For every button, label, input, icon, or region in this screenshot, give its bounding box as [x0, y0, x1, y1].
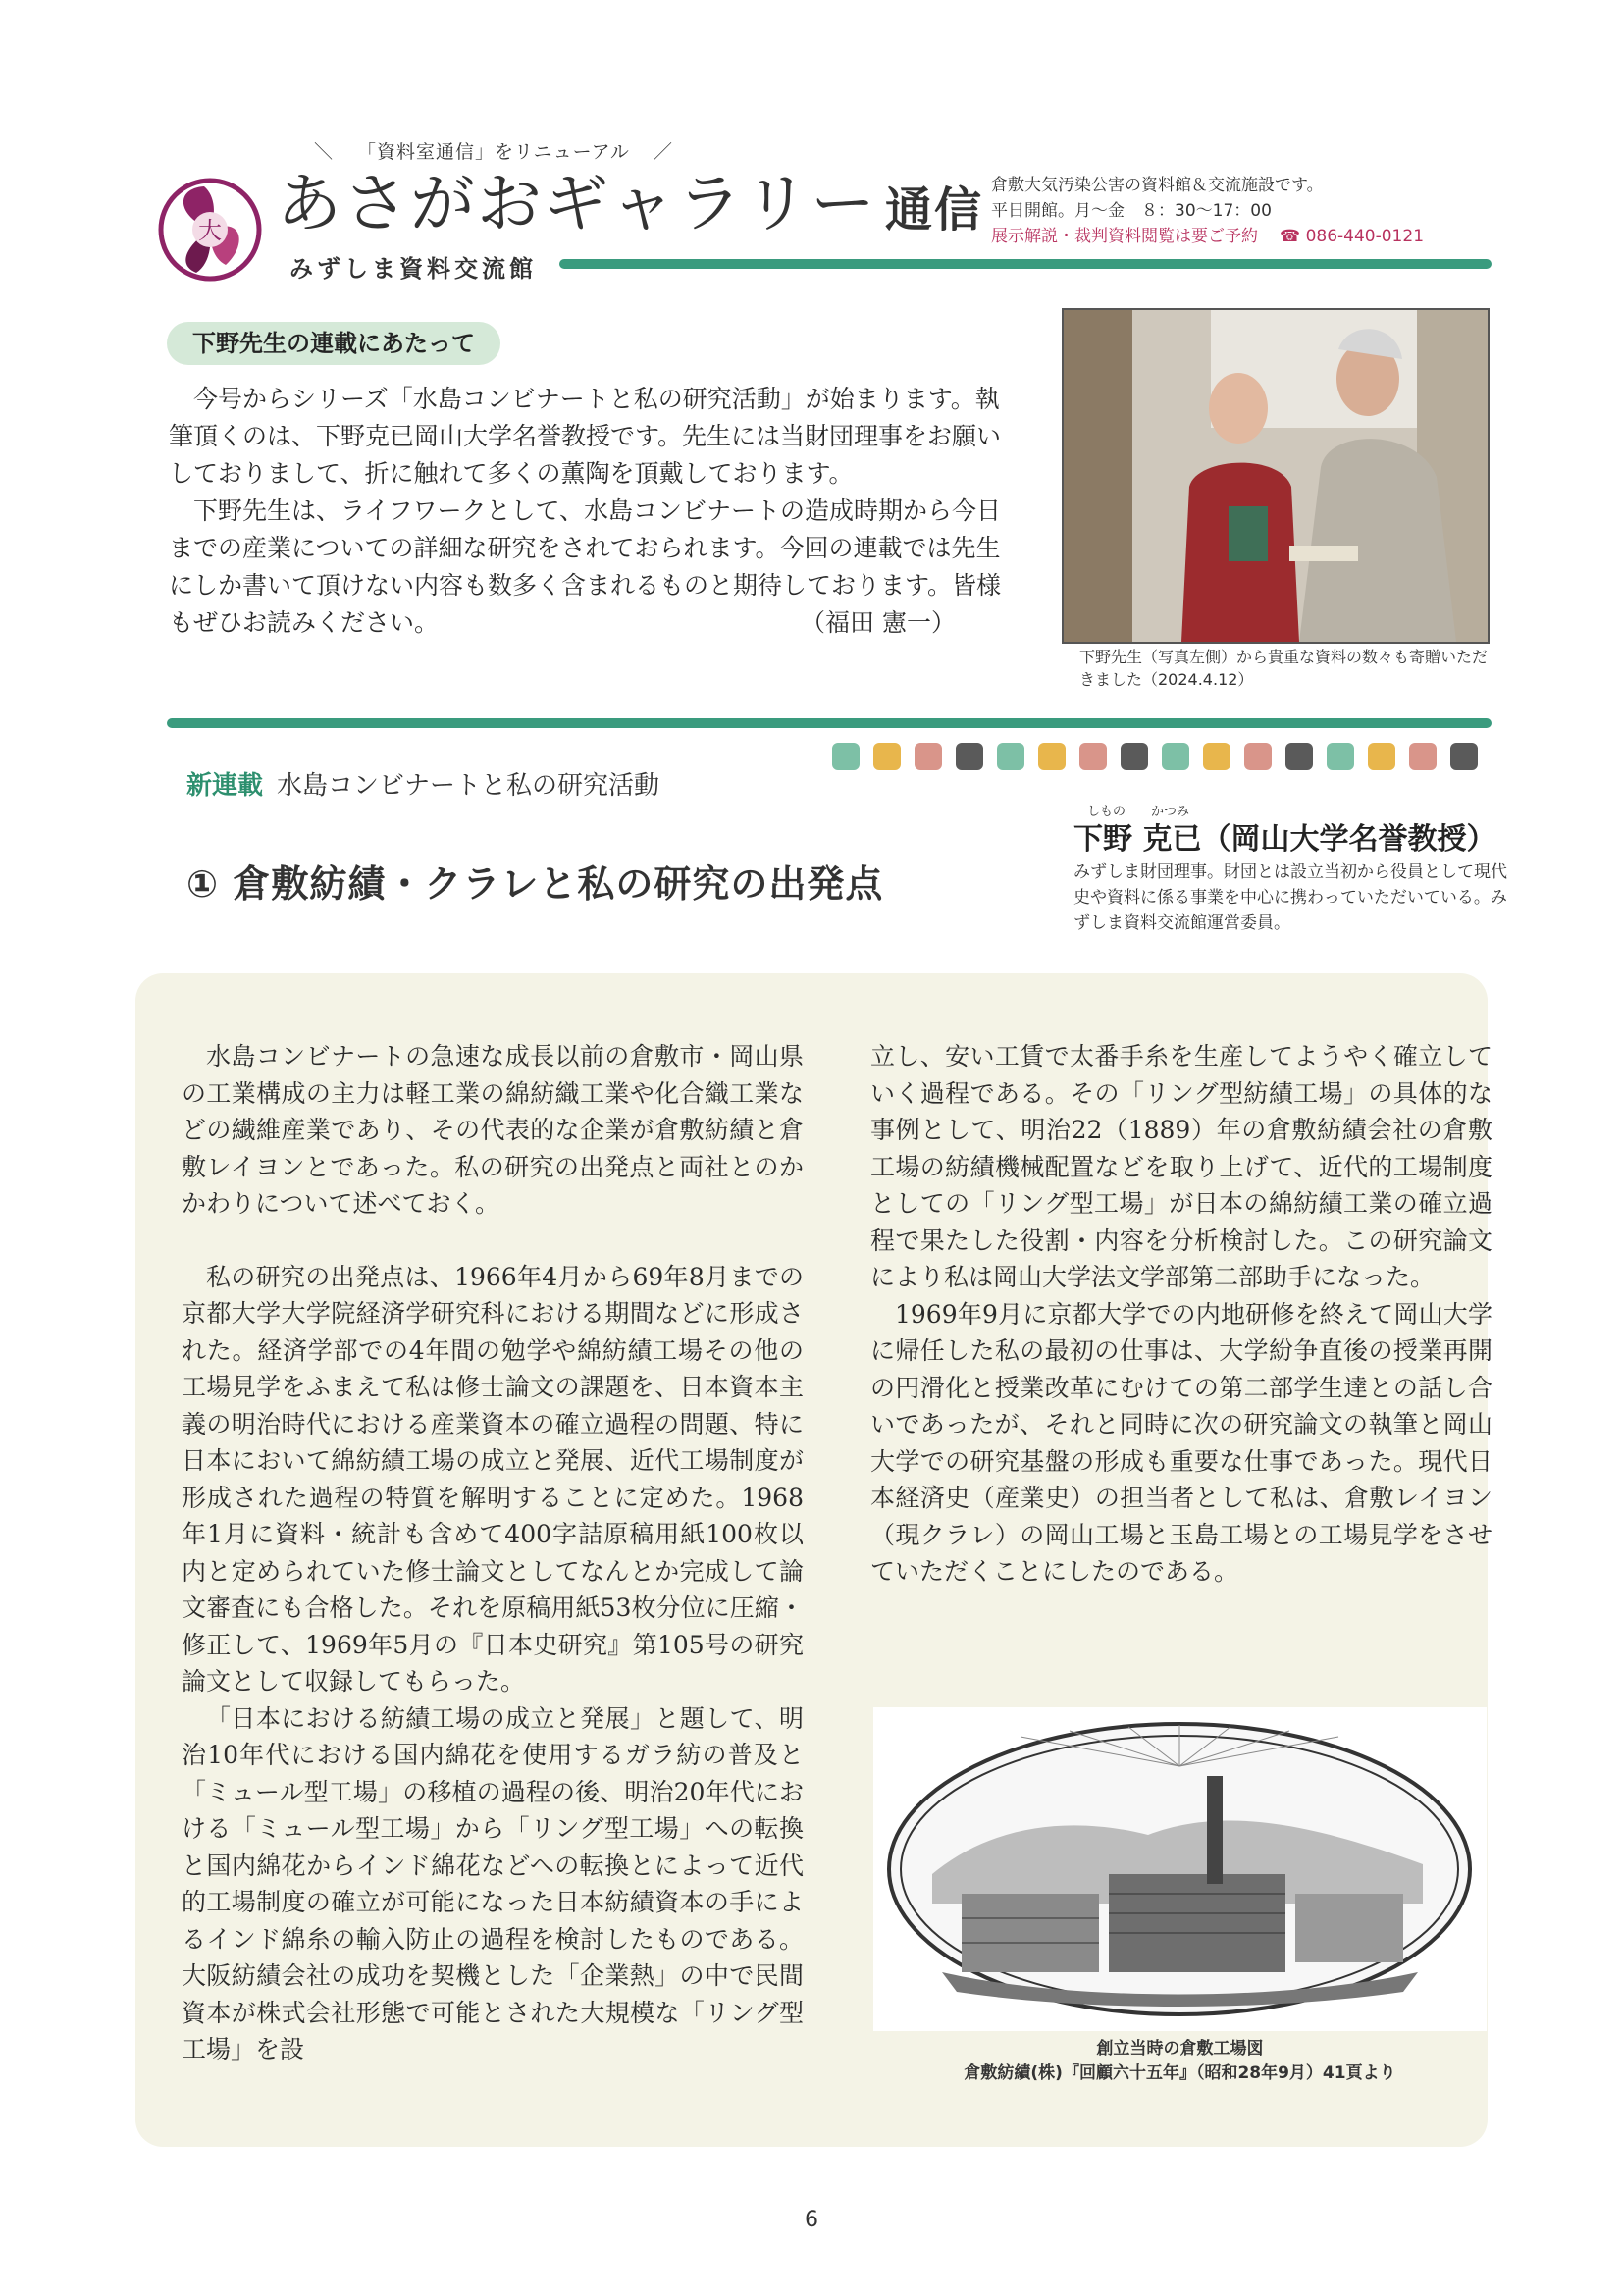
decorative-square [832, 743, 860, 770]
newsletter-title-suffix: 通信 [885, 183, 984, 237]
series-heading [186, 765, 659, 802]
decorative-square [1203, 743, 1230, 770]
newsletter-title: あさがおギャラリー 通信 [277, 166, 984, 241]
paragraph: 私の研究の出発点は、1966年4月から69年8月までの京都大学大学院経済学研究科における期間などに形成された。経済学部での4年間の勉学や綿紡績工場その他の工場見学をふまえて私は修士論文の課題を、日本資本主義の明治時代における産業資本の確立過程の問題、特に日本において綿紡績工場の成立と発展、近代工場制度が形成された過程の特質を解明することに定めた。1968年1月に資料・統計も含めて400字詰原稿用紙100枚以内と定められていた修士論文としてなんとか完成して論文審査にも合格した。それを原稿用紙53枚分位に圧縮・修正して、1969年5月の『日本史研究』第105号の研究論文として収録してもらった。 [182, 1262, 804, 1696]
opening-hours: 平日開館。月～金 ８：30～17：00 [991, 201, 1272, 221]
decorative-square [1038, 743, 1066, 770]
series-title: 水島コンビナートと私の研究活動 [277, 771, 660, 801]
facility-description: 倉敷大気汚染公害の資料館＆交流施設です。 [991, 176, 1324, 195]
intro-text: 今号からシリーズ「水島コンビナートと私の研究活動」が始まります。執筆頂くのは、下野克已岡山大学名誉教授です。先生には当財団理事をお願いしておりまして、折に触れて多くの薫陶を頂戴しております。 下野先生は、ライフワークとして、水島コンビナートの造成時期から今日までの産業についての詳細な研究をされておられます。今回の連載では先生にしか書いて頂けない内容も数多く含まれるものと期待しております。皆様もぜひお読みください。 （福田 憲一） [169, 381, 1015, 642]
decorative-square [1368, 743, 1395, 770]
reservation-note: 展示解説・裁判資料閲覧は要ご予約 ☎ 086-440-0121 [991, 227, 1425, 246]
decorative-squares [832, 743, 1492, 774]
section-divider [167, 718, 1492, 728]
article-column-right [870, 1038, 1492, 1591]
decorative-square [997, 743, 1024, 770]
paragraph: 1969年9月に京都大学での内地研修を終えて岡山大学に帰任した私の最初の仕事は、大学紛争直後の授業再開の円滑化と授業改革にむけての第二部学生達との話し合いであったが、それと同時に次の研究論文の執筆と岡山大学での研究基盤の形成も重要な仕事であった。現代日本経済史（産業史）の担当者として私は、倉敷レイヨン（現クラレ）の岡山工場と玉島工場との工場見学をさせていただくことにしたのである。 [870, 1299, 1492, 1586]
figure-caption: 創立当時の倉敷工場図 倉敷紡績(株)『回顧六十五年』（昭和28年9月）41頁より [964, 2039, 1396, 2083]
decorative-square [1327, 743, 1354, 770]
decorative-square [1244, 743, 1272, 770]
donation-photo [1062, 308, 1490, 644]
header-divider [559, 259, 1492, 269]
header-tagline: ＼ 「資料室通信」をリニューアル ／ [314, 141, 673, 163]
decorative-square [1409, 743, 1437, 770]
paragraph: 立し、安い工賃で太番手糸を生産してようやく確立していく過程である。その「リング型紡績工場」の具体的な事例として、明治22（1889）年の倉敷紡績会社の倉敷工場の紡績機械配置などを取り上げて、近代的工場制度としての「リング型工場」が日本の綿紡績工業の確立過程で果たした役割・内容を分析検討した。この研究論文により私は岡山大学法文学部第二部助手になった。 [870, 1042, 1492, 1291]
decorative-square [915, 743, 942, 770]
author-name: 下野 克已（岡山大学名誉教授） [1073, 822, 1496, 857]
decorative-square [1450, 743, 1478, 770]
photo-caption: 下野先生（写真左側）から貴重な資料の数々も寄贈いただきました（2024.4.12） [1079, 648, 1489, 689]
author-bio: みずしま財団理事。財団とは設立当初から役員として現代史や資料に係る事業を中心に携わっていただいている。みずしま資料交流館運営委員。 [1073, 862, 1507, 933]
newsletter-subtitle: みずしま資料交流館 [289, 255, 537, 283]
intro-label: 下野先生の連載にあたって [167, 322, 500, 365]
paragraph: 「日本における紡績工場の成立と発展」と題して、明治10年代における国内綿花を使用するガラ紡の普及と「ミュール型工場」の移植の過程の後、明治20年代における「ミュール型工場」から「リング型工場」への転換と国内綿花からインド綿花などへの転換とによって近代的工場制度の確立が可能になった日本紡績資本の手によるインド綿糸の輸入防止の過程を検討したものである。大阪紡績会社の成功を契機とした「企業熱」の中で民間資本が株式会社形態で可能とされた大規模な「リング型工場」を設 [182, 1703, 804, 2063]
article-column-left [182, 1038, 804, 2068]
decorative-square [1285, 743, 1313, 770]
decorative-square [1162, 743, 1189, 770]
decorative-square [1079, 743, 1107, 770]
decorative-square [1121, 743, 1148, 770]
new-series-label: 新連載 [186, 771, 264, 801]
decorative-square [873, 743, 901, 770]
morning-glory-logo-icon [157, 177, 263, 283]
svg-text:大: 大 [198, 217, 222, 244]
decorative-square [956, 743, 983, 770]
author-ruby: しもの かつみ [1087, 805, 1190, 819]
phone-number: ☎ 086-440-0121 [1280, 227, 1425, 246]
page-number: 6 [805, 2208, 818, 2232]
intro-signature: （福田 憲一） [801, 608, 956, 637]
article-title: ① 倉敷紡績・クラレと私の研究の出発点 [186, 862, 884, 906]
factory-engraving-image [873, 1707, 1487, 2031]
paragraph: 水島コンビナートの急速な成長以前の倉敷市・岡山県の工業構成の主力は軽工業の綿紡織工業や化合織工業などの繊維産業であり、その代表的な企業が倉敷紡績と倉敷レイヨンとであった。私の研究の出発点と両社とのかかわりについて述べておく。 [182, 1042, 804, 1218]
